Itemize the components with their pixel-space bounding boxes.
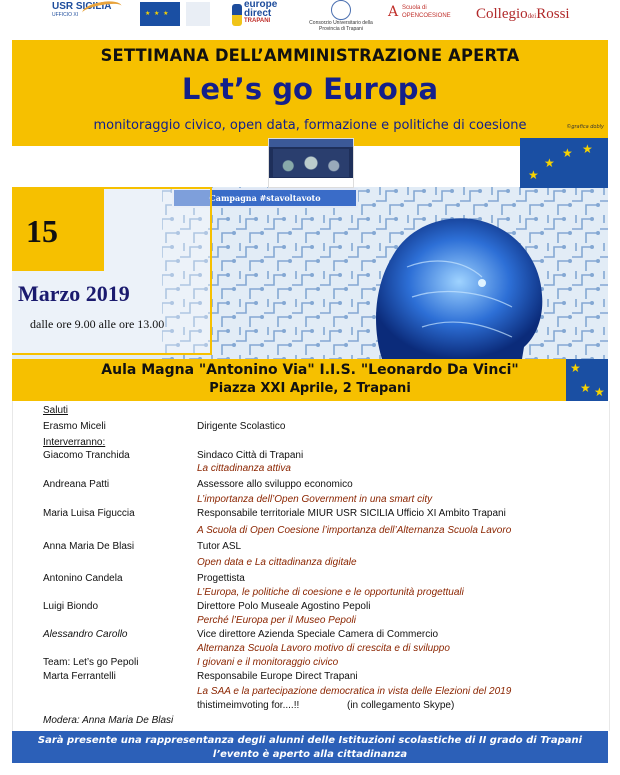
page-title: SETTIMANA DELL’AMMINISTRAZIONE APERTA: [100, 46, 520, 66]
usr-sicilia-logo: USR SICILIA UFFICIO XI: [52, 2, 132, 36]
program: [12, 401, 610, 731]
speaker-name: Luigi Biondo: [43, 601, 99, 612]
footer-logos-strip: [0, 765, 620, 775]
commission-logo-icon: [186, 2, 210, 26]
speaker-name: Erasmo Miceli: [43, 421, 106, 432]
star-icon: ★: [570, 361, 581, 375]
speaker-role: Dirigente Scolastico: [197, 421, 286, 432]
speaker-topic: Perché l’Europa per il Museo Pepoli: [197, 615, 356, 626]
speaker-name: Alessandro Carollo: [43, 629, 128, 640]
subtitle: monitoraggio civico, open data, formazione e politiche di coesione: [93, 118, 527, 133]
star-icon: ★: [594, 385, 605, 399]
speaker-topic: Alternanza Scuola Lavoro motivo di crescita e di sviluppo: [197, 643, 450, 654]
speaker-name: Maria Luisa Figuccia: [43, 508, 135, 519]
speaker-name: Andreana Patti: [43, 479, 110, 490]
europe-direct-logo: europe direct TRAPANI: [232, 0, 292, 36]
speaker-name: Team: Let’s go Pepoli: [43, 657, 139, 668]
date-hours: dalle ore 9.00 alle ore 13.00: [30, 317, 165, 331]
moderator: Modera: Anna Maria De Blasi: [43, 715, 174, 726]
eu-flag-icon: [140, 2, 180, 26]
speaker-role: Responsabile territoriale MIUR USR SICILIA Ufficio XI Ambito Trapani: [197, 508, 506, 519]
event-photo: [268, 138, 354, 188]
date-day: 15: [26, 213, 58, 249]
location-band: [12, 359, 608, 401]
star-icon: ★: [580, 381, 591, 395]
star-icon: ★: [528, 168, 539, 182]
eu-stars-decoration: [520, 138, 608, 188]
speaker-topic: A Scuola di Open Coesione l’importanza dell’Alternanza Scuola Lavoro: [197, 525, 512, 536]
photo-caption-bar: [269, 178, 353, 187]
speaker-role: Sindaco Città di Trapani: [197, 450, 304, 461]
speaker-role: Assessore allo sviluppo economico: [197, 479, 353, 490]
footer-line-2: l’evento è aperto alla cittadinanza: [212, 749, 408, 760]
star-icon: ★: [562, 146, 573, 160]
eu-stars-decoration-2: [566, 359, 608, 401]
speaker-role: Responsabile Europe Direct Trapani: [197, 671, 358, 682]
crowd-photo: [273, 149, 349, 177]
speaker-role: Vice direttore Azienda Speciale Camera di Commercio: [197, 629, 439, 640]
footer-line-1: Sarà presente una rappresentanza degli alunni delle Istituzioni scolastiche di II grado di Trapani: [37, 735, 583, 746]
speaker-name: Giacomo Tranchida: [43, 450, 130, 461]
address: Piazza XXI Aprile, 2 Trapani: [209, 381, 411, 396]
speaker-topic: I giovani e il monitoraggio civico: [197, 657, 339, 668]
logo-bar: [0, 0, 620, 38]
header-band: [12, 40, 608, 146]
speaker-topic: La SAA e la partecipazione democratica in vista delle Elezioni del 2019: [197, 686, 512, 697]
speaker-topic: Open data e La cittadinanza digitale: [197, 557, 357, 568]
europe-direct-icon: [232, 4, 242, 26]
speaker-role: Progettista: [197, 573, 245, 584]
seal-icon: [331, 0, 351, 20]
speaker-role: Tutor ASL: [197, 541, 242, 552]
speaker-topic: thistimeimvoting for....!!: [197, 700, 300, 711]
campaign-label: Campagna #stavoltavoto: [172, 188, 358, 208]
speaker-topic: La cittadinanza attiva: [197, 463, 291, 474]
collegio-dei-rossi-logo: CollegiodeiRossi: [476, 6, 570, 22]
consorzio-logo: Consorzio Universitario della Provincia di Trapani: [306, 0, 376, 36]
photo-header: [269, 139, 353, 147]
section-saluti: Saluti: [43, 405, 69, 416]
speaker-role: Direttore Polo Museale Agostino Pepoli: [197, 601, 371, 612]
speaker-topic: L’Europa, le politiche di coesione e le opportunità progettuali: [197, 587, 464, 598]
ascuola-opencoesione-logo: A Scuola di OPENCOESIONE: [388, 4, 451, 20]
headline: Let’s go Europa: [181, 72, 439, 106]
skype-note: (in collegamento Skype): [347, 700, 455, 711]
speaker-topic: L’importanza dell’Open Government in una smart city: [197, 494, 433, 505]
speaker-name: Anna Maria De Blasi: [43, 541, 135, 552]
star-icon: ★: [582, 142, 593, 156]
date-box: [12, 187, 212, 355]
speaker-name: Antonino Candela: [43, 573, 123, 584]
date-month: Marzo 2019: [18, 281, 130, 306]
venue: Aula Magna "Antonino Via" I.I.S. "Leonardo Da Vinci": [101, 362, 519, 378]
star-icon: ★: [544, 156, 555, 170]
speaker-name: Marta Ferrantelli: [43, 671, 116, 682]
footer-band: [12, 731, 608, 763]
section-interverranno: Interverranno:: [43, 437, 106, 448]
graphic-credit: ©grafica dobly: [566, 124, 604, 130]
date-day-block: [12, 189, 104, 271]
